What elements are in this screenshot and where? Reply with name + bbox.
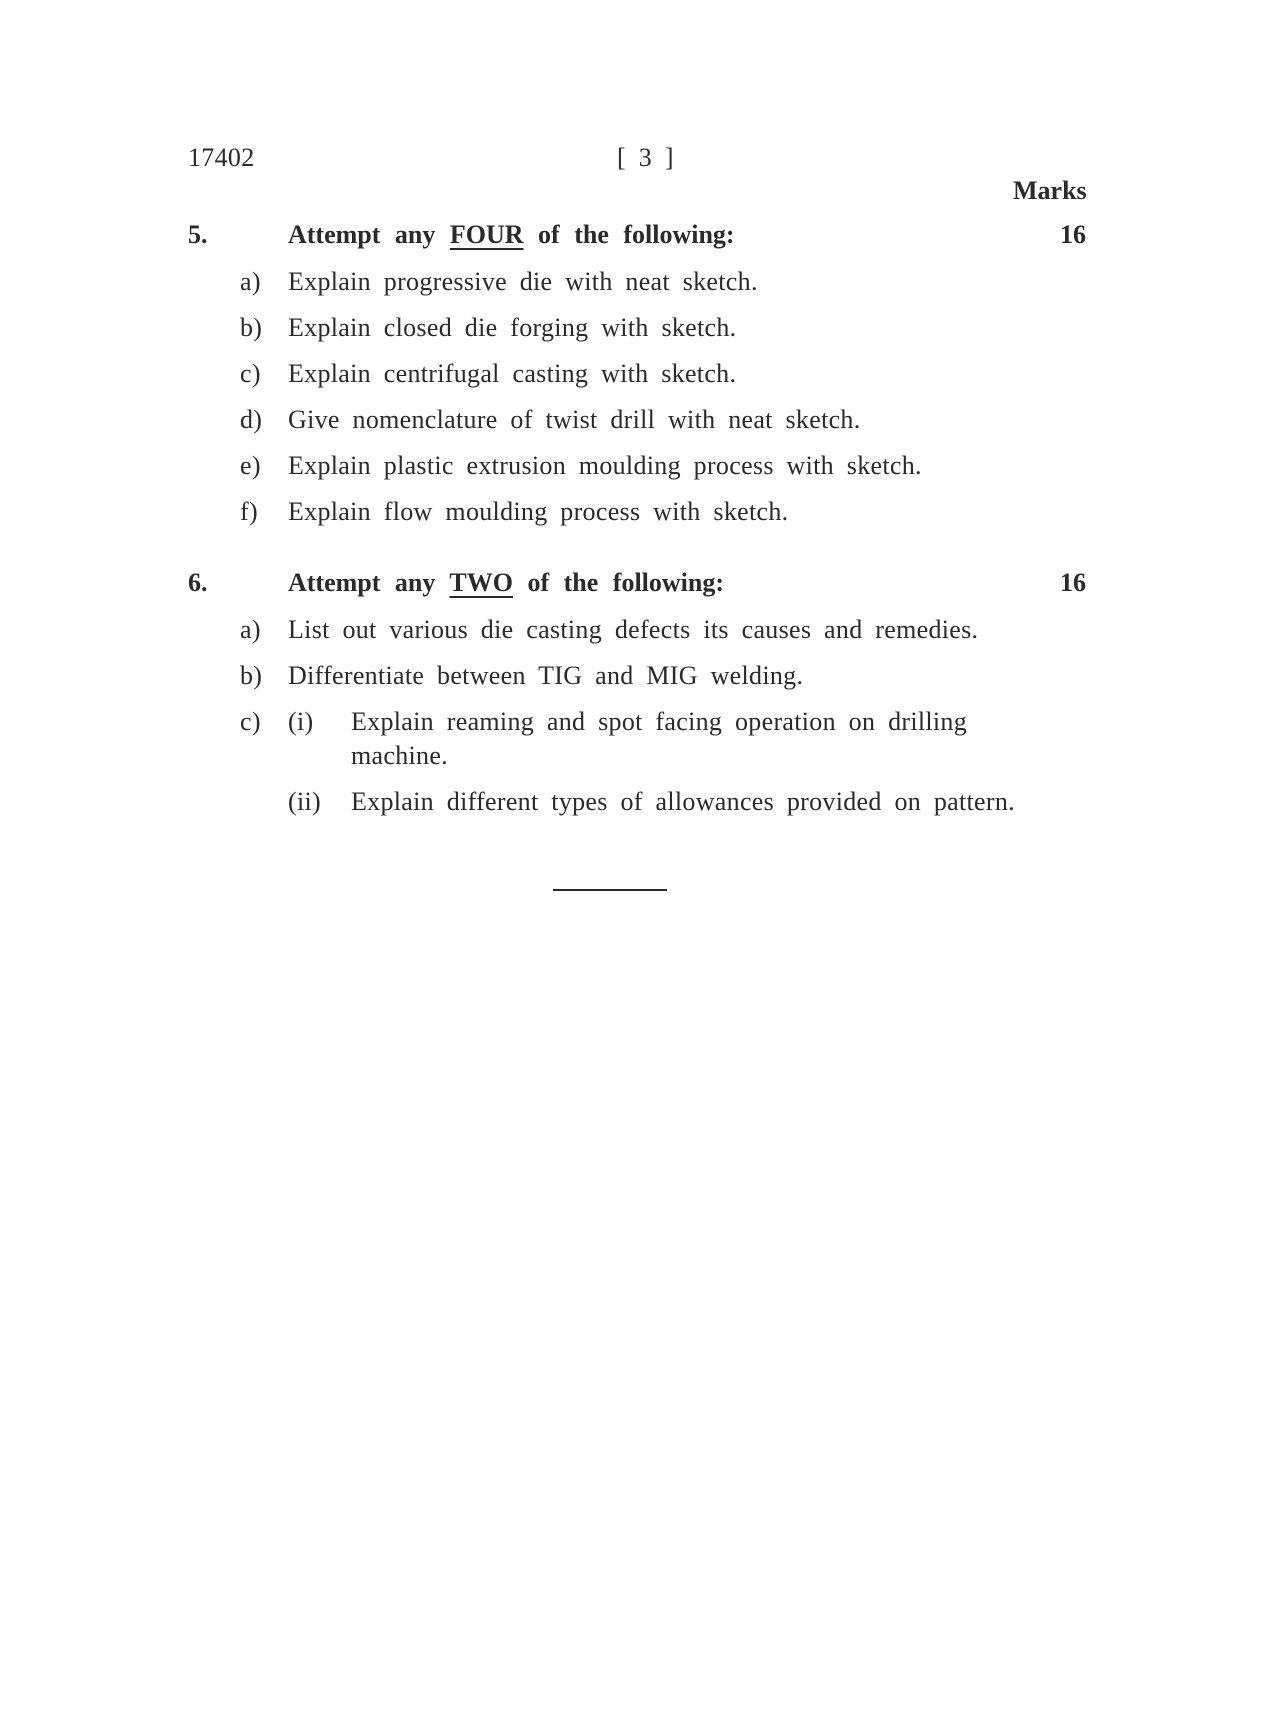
question-6-marks: 16: [1060, 568, 1086, 597]
question-6-number: 6.: [188, 568, 208, 597]
page-number: [ 3 ]: [617, 143, 674, 172]
q6-item-a-text: List out various die casting defects its causes and remedies.: [288, 615, 979, 644]
q5-item-b-text: Explain closed die forging with sketch.: [288, 313, 737, 342]
q5-item-e-text: Explain plastic extrusion moulding process with sketch.: [288, 451, 922, 480]
q6-item-a-label: a): [240, 615, 261, 644]
q5-item-c-text: Explain centrifugal casting with sketch.: [288, 359, 737, 388]
q6-item-b-text: Differentiate between TIG and MIG welding.: [288, 661, 804, 690]
marks-heading: Marks: [1013, 176, 1087, 205]
question-title-suffix: of the following:: [538, 220, 735, 249]
q6-item-c-i-text-line2: machine.: [351, 741, 448, 770]
q5-item-a-text: Explain progressive die with neat sketch.: [288, 267, 758, 296]
q5-item-d-text: Give nomenclature of twist drill with neat sketch.: [288, 405, 861, 434]
question-title-emphasis: FOUR: [449, 220, 524, 249]
question-title-prefix: Attempt any: [288, 568, 436, 597]
q5-item-d-label: d): [240, 405, 263, 434]
q6-item-c-i-text-line1: Explain reaming and spot facing operation on drilling: [351, 707, 968, 736]
question-title-prefix: Attempt any: [288, 220, 436, 249]
q6-item-c-label: c): [240, 707, 261, 736]
q5-item-f-label: f): [240, 497, 258, 526]
q5-item-e-label: e): [240, 451, 261, 480]
question-5-number: 5.: [188, 220, 208, 249]
q5-item-a-label: a): [240, 267, 261, 296]
q5-item-f-text: Explain flow moulding process with sketch.: [288, 497, 789, 526]
q6-item-c-ii-text: Explain different types of allowances provided on pattern.: [351, 787, 1015, 816]
q6-item-c-i-label: (i): [288, 707, 314, 736]
paper-code: 17402: [188, 143, 255, 172]
question-6-title: [288, 568, 724, 598]
question-title-suffix: of the following:: [527, 568, 725, 597]
q5-item-c-label: c): [240, 359, 261, 388]
question-5-title: [288, 220, 735, 250]
q5-item-b-label: b): [240, 313, 263, 342]
end-divider: [553, 889, 667, 891]
question-title-emphasis: TWO: [449, 568, 513, 597]
question-5-marks: 16: [1060, 220, 1086, 249]
q6-item-b-label: b): [240, 661, 263, 690]
q6-item-c-ii-label: (ii): [288, 787, 321, 816]
